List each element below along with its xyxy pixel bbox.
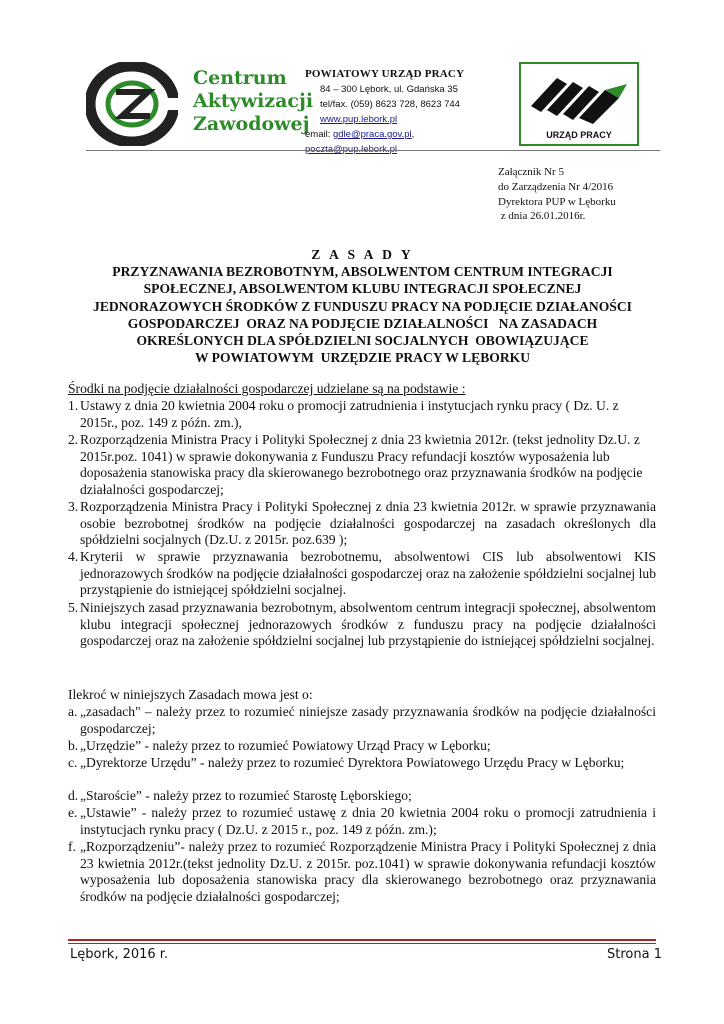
definition-item-letter: d.: [68, 788, 79, 803]
definition-item-letter: e.: [68, 805, 78, 820]
definition-item-text: „Urzędzie” - należy przez to rozumieć Powiatowy Urząd Pracy w Lęborku;: [80, 738, 491, 753]
header-divider: [86, 150, 660, 151]
annex-block: [498, 165, 616, 224]
basis-item-text: Rozporządzenia Ministra Pracy i Polityki Społecznej z dnia 23 kwietnia 2012r. (tekst jednolity Dz.U. z 2015r.poz. 1041) w sprawie dokonywania z Funduszu Pracy refundacji kosztów wyposażenia lub doposażenia stanowiska pracy dla skierowanego bezrobotnego oraz przyznawania środków na podjęcie działalności gospodarczej;: [80, 432, 643, 497]
office-address: 84 – 300 Lębork, ul. Gdańska 35: [320, 84, 458, 95]
basis-item-number: 5.: [68, 600, 79, 615]
annex-line-1: Załącznik Nr 5: [498, 166, 564, 178]
basis-item-2: [68, 432, 656, 498]
definition-item-text: „Ustawie” - należy przez to rozumieć ustawę z dnia 20 kwietnia 2004 roku o promocji zatrudnienia i instytucjach rynku pracy ( Dz.U. z 2015 r., poz. 149 z późn. zm.);: [80, 805, 656, 837]
basis-heading: Środki na podjęcie działalności gospodarczej udzielane są na podstawie :: [68, 381, 466, 396]
basis-item-number: 3.: [68, 499, 79, 514]
footer-divider-thin: [68, 943, 656, 944]
title-line-6: OKREŚLONYCH DLA SPÓŁDZIELNI SOCJALNYCH OBOWIĄZUJĄCE: [136, 333, 589, 349]
urzad-pracy-logo-text: URZĄD PRACY: [546, 130, 612, 140]
annex-line-3: Dyrektora PUP w Lęborku: [498, 195, 616, 208]
basis-item-number: 2.: [68, 432, 79, 447]
definition-item-letter: b.: [68, 738, 79, 753]
basis-item-number: 1.: [68, 398, 79, 413]
annex-line-4: z dnia 26.01.2016r.: [498, 210, 586, 223]
office-title: POWIATOWY URZĄD PRACY: [305, 68, 465, 80]
definition-item-f: [68, 839, 656, 905]
definition-item-text: „zasadach" – należy przez to rozumieć niniejsze zasady przyznawania środków na podjęcie działalności gospodarczej;: [80, 704, 656, 736]
logo-text-line-2: Aktywizacji: [193, 90, 314, 112]
logo-text-line-3: Zawodowej: [193, 113, 310, 135]
definition-item-e: [68, 805, 656, 838]
definition-item-text: „Staroście” - należy przez to rozumieć Starostę Lęborskiego;: [80, 788, 412, 803]
basis-item-text: Rozporządzenia Ministra Pracy i Polityki Społecznej z dnia 23 kwietnia 2012r. w sprawie przyznawania osobie bezrobotnej środków na podjęcie działalności gospodarczej na zasadach określonych dla spółdzielni socjalnych (Dz.U. z 2015r. poz.639 );: [80, 499, 656, 548]
basis-item-5: [68, 600, 656, 650]
definition-item-a: [68, 704, 656, 737]
email-label: email:: [305, 129, 331, 140]
definitions-heading: Ilekroć w niniejszych Zasadach mowa jest o:: [68, 687, 313, 702]
footer-divider-thick: [68, 939, 656, 941]
basis-item-text: Kryterii w sprawie przyznawania bezrobotnemu, absolwentowi CIS lub absolwentowi KIS jednorazowych środków na podjęcie działalności gospodarczej oraz na założenie spółdzielni socjalnej lub przystąpienie do istniejącej spółdzielni socjalnej.: [80, 549, 656, 598]
office-phone: tel/fax. (059) 8623 728, 8623 744: [320, 99, 460, 110]
logo-text-line-1: Centrum: [193, 67, 287, 89]
basis-item-3: [68, 499, 656, 549]
title-line-2: PRZYZNAWANIA BEZROBOTNYM, ABSOLWENTOM CENTRUM INTEGRACJI: [112, 264, 613, 280]
title-line-1: Z A S A D Y: [311, 247, 414, 262]
office-website-link[interactable]: www.pup.lebork.pl: [320, 114, 398, 125]
office-contact-block: POWIATOWY URZĄD PRACY 84 – 300 Lębork, ul. Gdańska 35 tel/fax. (059) 8623 728, 8623 744 www.pup.lebork.pl email: gdle@praca.gov.pl,: [305, 67, 505, 157]
title-line-3: SPOŁECZNEJ, ABSOLWENTOM KLUBU INTEGRACJI SPOŁECZNEJ: [143, 281, 582, 297]
definition-item-c: [68, 755, 656, 772]
basis-item-1: [68, 398, 656, 431]
definition-item-b: [68, 738, 656, 755]
definition-item-text: „Dyrektorze Urzędu” - należy przez to rozumieć Dyrektora Powiatowego Urzędu Pracy w Lęborku;: [80, 755, 625, 770]
definition-item-letter: a.: [68, 704, 78, 719]
title-line-7: W POWIATOWYM URZĘDZIE PRACY W LĘBORKU: [194, 350, 531, 366]
urzad-pracy-logo: [519, 62, 639, 146]
definition-item-letter: c.: [68, 755, 78, 770]
document-title: [60, 246, 665, 366]
basis-item-number: 4.: [68, 549, 79, 564]
basis-item-text: Ustawy z dnia 20 kwietnia 2004 roku o promocji zatrudnienia i instytucjach rynku pracy ( Dz. U. z 2015r., poz. 149 z późn. zm.),: [80, 398, 619, 430]
definition-item-letter: f.: [68, 839, 76, 854]
footer-page-number: Strona 1: [607, 947, 662, 962]
title-line-4: JEDNORAZOWYCH ŚRODKÓW Z FUNDUSZU PRACY NA PODJĘCIE DZIAŁANOŚCI: [93, 298, 632, 314]
basis-item-text: Niniejszych zasad przyznawania bezrobotnym, absolwentom centrum integracji społecznej, absolwentom klubu integracji społecznej jednorazowych środków z funduszu pracy na podjęcie działalności gospodarczej oraz na założenie spółdzielni socjalnej lub przystąpienie do istniejącej spółdzielni socjalnej.: [80, 600, 656, 649]
definition-item-d: [68, 788, 656, 805]
title-line-5: GOSPODARCZEJ ORAZ NA PODJĘCIE DZIAŁALNOŚCI NA ZASADACH: [127, 315, 598, 331]
basis-item-4: [68, 549, 656, 599]
email-link-1[interactable]: gdle@praca.gov.pl: [332, 129, 412, 140]
definition-item-text: „Rozporządzeniu”- należy przez to rozumieć Rozporządzenie Ministra Pracy i Polityki Społecznej z dnia 23 kwietnia 2012r.(tekst jednolity Dz.U. z 2015r. poz.1041) w sprawie dokonywania refundacji kosztów wyposażenia lub doposażenia stanowiska pracy dla skierowanego bezrobotnego oraz przyznawania środków na podjęcie działalności gospodarczej;: [80, 839, 656, 904]
footer-place-date: Lębork, 2016 r.: [70, 947, 169, 962]
centrum-aktywizacji-logo: [86, 62, 178, 146]
annex-line-2: do Zarządzenia Nr 4/2016: [498, 180, 614, 193]
